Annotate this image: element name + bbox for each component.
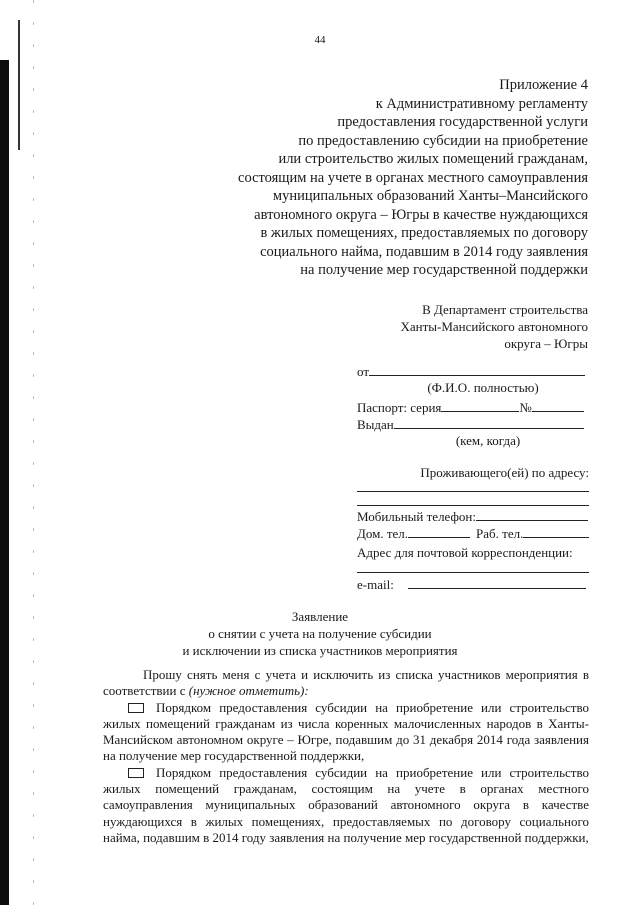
- option-2-text: Порядком предоставления субсидии на приобретение или строительство жилых помещений гражданам, состоящим на учете в органах местного самоуправления муниципальных образований автономного округа в качестве нуждающихся в жилых помещениях, предоставляемых по договору социального найма, подавшим в 2014 году заявления на получение мер государственной поддержки,: [103, 764, 589, 845]
- appendix-line: в жилых помещениях, предоставляемых по договору: [260, 225, 588, 241]
- addressee-line: Ханты-Мансийского автономного: [400, 319, 588, 334]
- appendix-line: муниципальных образований Ханты–Мансийского: [272, 188, 588, 204]
- fio-field[interactable]: [369, 362, 585, 376]
- appendix-line: предоставления государственной услуги: [337, 114, 588, 130]
- from-label: от: [357, 364, 370, 379]
- phones-row: [357, 524, 589, 541]
- appendix-line: к Административному регламенту: [375, 95, 588, 112]
- issued-label: Выдан: [357, 417, 394, 432]
- email-row: [357, 575, 589, 592]
- option-2: [103, 765, 589, 846]
- appendix-line: по предоставлению субсидии на приобретение: [298, 132, 588, 149]
- option-1: [103, 700, 589, 765]
- mobile-phone-field[interactable]: [476, 507, 588, 521]
- residing-label: Проживающего(ей) по адресу:: [420, 465, 589, 480]
- issued-row: [357, 415, 589, 432]
- email-label: e-mail:: [357, 577, 394, 592]
- appendix-line: социального найма, подавшим в 2014 году заявления: [260, 243, 588, 260]
- appendix-line: автономного округа – Югры в качестве нуждающихся: [254, 206, 588, 223]
- option-1-text: Порядком предоставления субсидии на приобретение или строительство жилых помещений гражданам из числа коренных малочисленных народов в Ханты-Мансийском автономном округе – Югре, подавшим до 31 декабря 2014 года заявления на получение мер государственной поддержки,: [103, 699, 589, 764]
- appendix-line: на получение мер государственной поддержки: [300, 262, 588, 278]
- document-title: [0, 608, 640, 659]
- appendix-line: состоящим на учете в органах местного самоуправления: [238, 169, 588, 186]
- home-phone-label: Дом. тел.: [357, 526, 409, 541]
- page-number: 44: [314, 34, 326, 46]
- addressee-line: В Департамент строительства: [422, 302, 588, 317]
- home-phone-field[interactable]: [408, 524, 470, 538]
- postal-label: Адрес для почтовой корреспонденции:: [357, 545, 573, 560]
- passport-number-field[interactable]: [532, 398, 584, 412]
- fio-hint: (Ф.И.О. полностью): [427, 380, 539, 395]
- intro-note: (нужное отметить):: [188, 683, 309, 699]
- intro-text: Прошу снять меня с учета и исключить из списка участников мероприятия в соответствии с: [103, 667, 589, 699]
- email-field[interactable]: [408, 575, 586, 589]
- address-field-1[interactable]: [357, 491, 589, 492]
- scan-edge-shadow: [0, 60, 9, 905]
- work-phone-field[interactable]: [523, 524, 589, 538]
- addressee-line: округа – Югры: [504, 336, 588, 351]
- work-phone-label: Раб. тел.: [476, 526, 524, 541]
- passport-series-field[interactable]: [441, 398, 519, 412]
- applicant-form: [357, 362, 589, 592]
- addressee-block: [288, 301, 588, 352]
- checkbox-option-1[interactable]: [128, 703, 144, 713]
- title-line: о снятии с учета на получение субсидии: [208, 626, 432, 641]
- appendix-line: Приложение 4: [499, 77, 588, 93]
- mobile-row: [357, 507, 589, 524]
- appendix-header: [168, 76, 588, 280]
- mobile-label: Мобильный телефон:: [357, 509, 476, 524]
- intro-paragraph: [103, 667, 589, 700]
- passport-label: Паспорт: серия: [357, 400, 442, 415]
- title-line: и исключении из списка участников мероприятия: [182, 643, 458, 658]
- issued-hint: (кем, когда): [455, 433, 521, 448]
- statement-body: [103, 667, 589, 846]
- passport-number-sign: №: [519, 400, 532, 415]
- passport-row: [357, 398, 589, 415]
- address-field-2[interactable]: [357, 505, 589, 506]
- scan-binding-marks: [33, 0, 34, 905]
- title-heading: Заявление: [291, 609, 349, 624]
- checkbox-option-2[interactable]: [128, 768, 144, 778]
- issued-field[interactable]: [394, 415, 584, 429]
- appendix-line: или строительство жилых помещений гражданам,: [278, 151, 588, 167]
- from-row: [357, 362, 589, 379]
- postal-address-field[interactable]: [357, 572, 589, 573]
